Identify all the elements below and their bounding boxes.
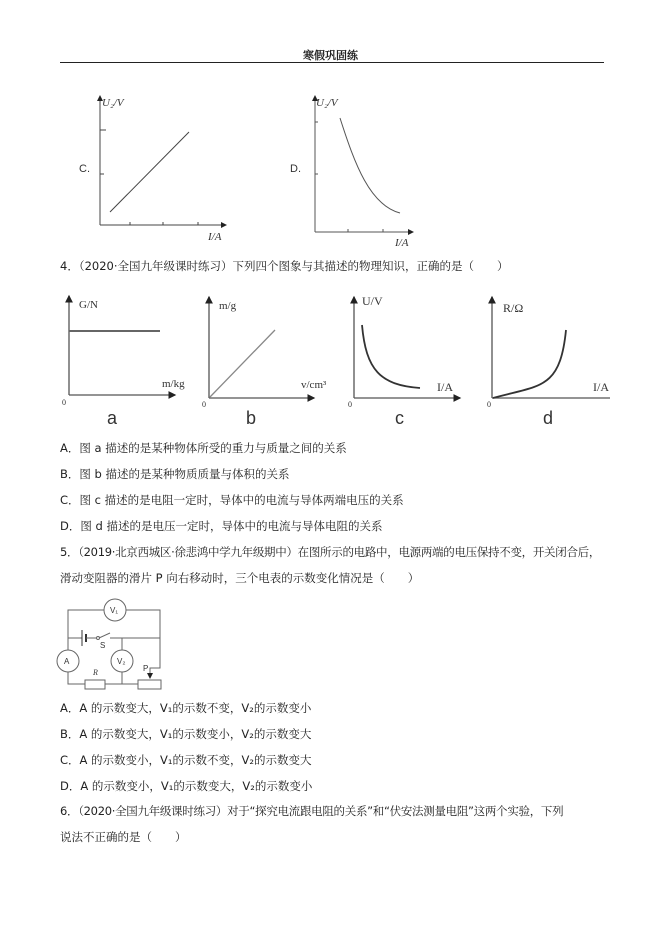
v2-label: V₂ <box>117 657 126 666</box>
graph-a-ylabel: G/N <box>79 299 98 311</box>
resistor-label: R <box>93 668 98 677</box>
graph-c-ylabel: U₂/V <box>102 97 124 109</box>
circuit-diagram <box>57 599 161 689</box>
rheostat <box>138 680 161 689</box>
graph-d-xlabel-q4: I/A <box>593 380 609 394</box>
linear-line <box>110 132 189 212</box>
q5-stem-line1: 5．（2019·北京西城区·徐悲鸿中学九年级期中）在图所示的电路中，电源两端的电压保持不变，开关闭合后， <box>60 545 601 559</box>
graph-a-xlabel: m/kg <box>162 378 185 390</box>
graph-d-xlabel: I/A <box>395 237 409 249</box>
graph-b-xlabel: v/cm³ <box>301 379 327 391</box>
option-d-label: D. <box>290 163 301 175</box>
q5-stem-line2: 滑动变阻器的滑片 P 向右移动时，三个电表的示数变化情况是（ ） <box>60 571 420 585</box>
q5-option-c: C．A 的示数变小，V₁的示数不变，V₂的示数变大 <box>60 753 312 767</box>
graph-b-ylabel: m/g <box>219 300 237 312</box>
graph-d-ylabel: U₂/V <box>316 97 338 109</box>
switch-s <box>99 633 110 638</box>
q4-option-b: B．图 b 描述的是某种物质质量与体积的关系 <box>60 467 290 481</box>
graph-c-origin: 0 <box>348 400 352 409</box>
q6-stem-line1: 6．（2020·全国九年级课时练习）对于“探究电流跟电阻的关系”和“伏安法测量电阻”这两个实验，下列 <box>60 804 564 818</box>
switch-label: S <box>100 641 106 650</box>
q5-option-a: A．A 的示数变大，V₁的示数不变，V₂的示数变小 <box>60 701 312 715</box>
q5-option-d: D．A 的示数变小，V₁的示数变大，V₂的示数变小 <box>60 779 313 793</box>
q6-stem-line2: 说法不正确的是（ ） <box>60 830 187 844</box>
graph-d-name: d <box>543 408 554 428</box>
v1-label: V₁ <box>110 606 119 615</box>
q5-option-b: B．A 的示数变大，V₁的示数变小，V₂的示数变大 <box>60 727 312 741</box>
slider-p <box>150 668 160 678</box>
slider-label: P <box>143 664 149 673</box>
graph-c-name: c <box>395 408 404 428</box>
ammeter-label: A <box>64 657 70 666</box>
q4-option-d: D．图 d 描述的是电压一定时，导体中的电流与导体电阻的关系 <box>60 519 383 533</box>
q4-option-a: A．图 a 描述的是某种物体所受的重力与质量之间的关系 <box>60 441 347 455</box>
q4-stem: 4．（2020·全国九年级课时练习）下列四个图象与其描述的物理知识，正确的是（ ） <box>60 259 509 273</box>
graph-d-origin: 0 <box>487 400 491 409</box>
graph-option-d <box>315 96 413 232</box>
inverse-curve <box>340 118 400 213</box>
option-c-label: C. <box>79 163 90 175</box>
graph-b-origin: 0 <box>202 400 206 409</box>
page-header-title: 寒假巩固练 <box>303 49 358 62</box>
graph-c-ylabel-q4: U/V <box>362 294 383 308</box>
graph-c-xlabel-q4: I/A <box>437 380 453 394</box>
graph-a-name: a <box>107 408 118 428</box>
graph-option-c <box>100 96 226 225</box>
resistor-r <box>85 680 105 689</box>
graph-d-ylabel-q4: R/Ω <box>503 301 524 315</box>
graph-b <box>209 297 314 398</box>
graph-a-origin: 0 <box>62 398 66 407</box>
graph-b-name: b <box>246 408 257 428</box>
graph-c-xlabel: I/A <box>208 231 222 243</box>
q4-option-c: C．图 c 描述的是电阻一定时，导体中的电流与导体两端电压的关系 <box>60 493 404 507</box>
